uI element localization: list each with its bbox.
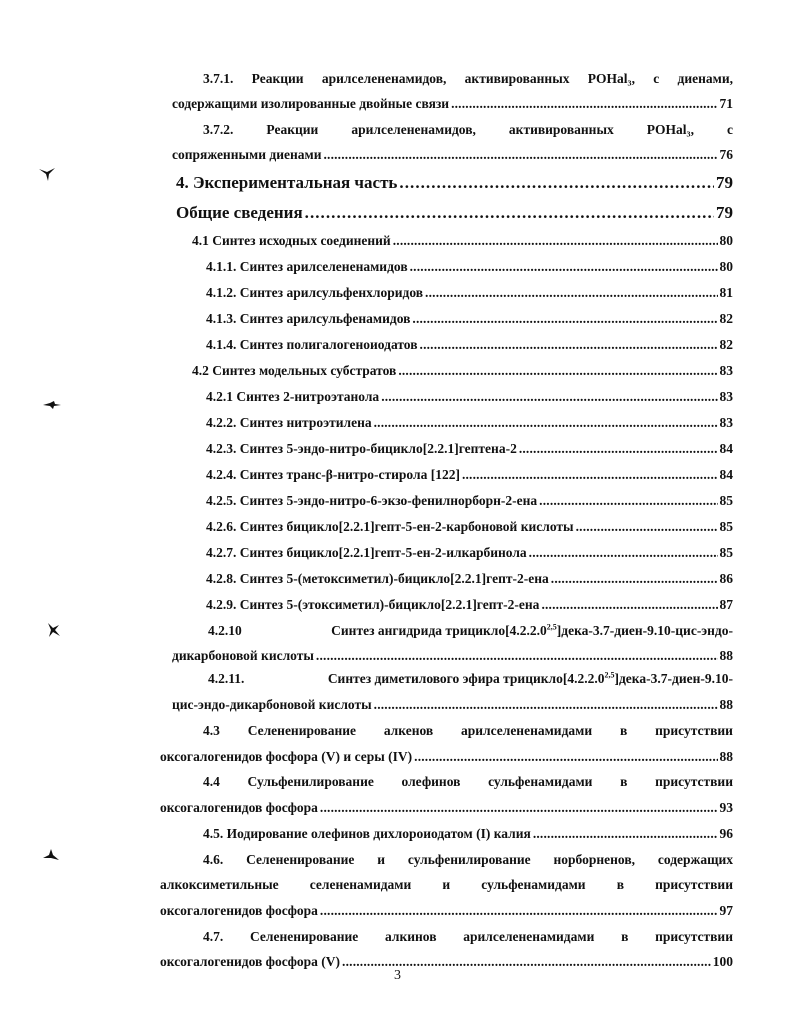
- word: присутствии: [655, 723, 733, 738]
- leader-dots: [539, 492, 717, 510]
- toc-text: 4.2.2. Синтез нитроэтилена: [206, 415, 372, 430]
- word: в: [619, 723, 628, 738]
- page-ref: 93: [719, 800, 733, 815]
- leader-dots: [398, 362, 717, 380]
- toc-chapter-4[interactable]: [176, 172, 733, 194]
- toc-text-b: ]дека-3.7-диен-9.10-цис-эндо-: [556, 623, 733, 638]
- word: Селененирование: [246, 852, 355, 867]
- word: присутствии: [655, 774, 733, 789]
- page-ref: 96: [719, 826, 733, 841]
- section-number: 4.2.10: [208, 623, 242, 638]
- word: 4.3: [203, 723, 220, 738]
- toc-text: содержащими изолированные двойные связи: [172, 96, 450, 111]
- toc-4-7-line1: [203, 928, 733, 946]
- word: арилселененамидов,: [351, 122, 476, 137]
- toc-text: 4.2.5. Синтез 5-эндо-нитро-6-экзо-фенилнорборн-2-ена: [206, 493, 538, 508]
- toc-text: 4.2.4. Синтез транс-β-нитро-стирола [122]: [206, 467, 460, 482]
- page-ref: 83: [719, 389, 733, 404]
- word: 4.6.: [203, 852, 224, 867]
- scan-mark-icon: [46, 622, 62, 638]
- word: арилселененамидами: [460, 723, 593, 738]
- toc-3-7-1-line1: [203, 70, 733, 88]
- page-ref: 79: [716, 203, 733, 222]
- toc-text: 4.1.3. Синтез арилсульфенамидов: [206, 311, 411, 326]
- page-ref: 79: [716, 173, 733, 192]
- page-ref: 84: [719, 467, 733, 482]
- toc-text: 4.2.7. Синтез бицикло[2.2.1]гепт-5-ен-2-илкарбинола: [206, 545, 527, 560]
- toc-3-7-2-line1: [203, 121, 733, 139]
- toc-4-2-5[interactable]: [206, 492, 733, 510]
- page-ref: 82: [719, 337, 733, 352]
- toc-text: 4.2.8. Синтез 5-(метоксиметил)-бицикло[2.2.1]гепт-2-ена: [206, 571, 549, 586]
- leader-dots: [320, 799, 718, 817]
- page-ref: 85: [719, 493, 733, 508]
- toc-general-info[interactable]: [176, 202, 733, 224]
- page-ref: 82: [719, 311, 733, 326]
- leader-dots: [414, 748, 717, 766]
- toc-4-4-line1: [203, 773, 733, 791]
- leader-dots: [425, 284, 717, 302]
- page-ref: 80: [719, 259, 733, 274]
- word: олефинов: [401, 774, 461, 789]
- word: Реакции: [266, 122, 319, 137]
- toc-4-1-3[interactable]: [206, 310, 733, 328]
- toc-text: 4.2.9. Синтез 5-(этоксиметил)-бицикло[2.2.1]гепт-2-ена: [206, 597, 540, 612]
- toc-text: 4.5. Иодирование олефинов дихлороиодатом (I) калия: [203, 826, 531, 841]
- leader-dots: [320, 902, 718, 920]
- leader-dots: [462, 466, 718, 484]
- toc-4-2-11-line2[interactable]: [172, 696, 733, 714]
- leader-dots: [533, 825, 718, 843]
- toc-4-6-line1: [203, 851, 733, 869]
- word: селененамидами: [309, 877, 412, 892]
- toc-4-3-line2[interactable]: [160, 748, 733, 766]
- toc-text: оксогалогенидов фосфора: [160, 800, 318, 815]
- toc-4-2-7[interactable]: [206, 544, 733, 562]
- toc-text: [331, 622, 733, 640]
- toc-4-2-4[interactable]: [206, 466, 733, 484]
- page-ref: 71: [719, 96, 733, 111]
- word: арилселененамидами: [463, 929, 595, 944]
- word: в: [620, 774, 628, 789]
- page-ref: 85: [719, 545, 733, 560]
- word: Селененирование: [247, 723, 356, 738]
- scan-mark-icon: [42, 400, 62, 410]
- toc-4-1-4[interactable]: [206, 336, 733, 354]
- scan-mark-icon: [38, 166, 56, 182]
- section-number: 4.2.11.: [208, 671, 245, 686]
- word: в: [616, 877, 624, 892]
- page-ref: 76: [719, 147, 733, 162]
- leader-dots: [323, 146, 717, 164]
- word: Сульфенилирование: [247, 774, 374, 789]
- page-ref: 84: [719, 441, 733, 456]
- toc-4-2-3[interactable]: [206, 440, 733, 458]
- page-ref: 88: [719, 648, 733, 663]
- toc-4-4-line2[interactable]: [160, 799, 733, 817]
- toc-text: 4.2 Синтез модельных субстратов: [192, 363, 397, 378]
- toc-4-1-1[interactable]: [206, 258, 733, 276]
- word: POHal₃,: [646, 122, 694, 137]
- word: алкенов: [383, 723, 434, 738]
- superscript: 2,5: [546, 622, 557, 632]
- toc-4-2[interactable]: [192, 362, 733, 380]
- toc-4-2-11-line1: [208, 670, 733, 688]
- toc-text: 4.2.6. Синтез бицикло[2.2.1]гепт-5-ен-2-карбоновой кислоты: [206, 519, 574, 534]
- toc-4-6-line3[interactable]: [160, 902, 733, 920]
- leader-dots: [529, 544, 718, 562]
- leader-dots: [410, 258, 718, 276]
- toc-4-2-2[interactable]: [206, 414, 733, 432]
- page-ref: 87: [719, 597, 733, 612]
- superscript: 2,5: [604, 670, 615, 680]
- toc-text-a: Синтез диметилового эфира трицикло[4.2.2.0: [327, 671, 605, 686]
- toc-4-2-8[interactable]: [206, 570, 733, 588]
- word: в: [621, 929, 629, 944]
- word: алкинов: [385, 929, 437, 944]
- word: активированных: [508, 122, 614, 137]
- page-ref: 83: [719, 363, 733, 378]
- word: сульфенилирование: [407, 852, 531, 867]
- page-ref: 97: [719, 903, 733, 918]
- leader-dots: [374, 696, 718, 714]
- toc-text: 4.1.1. Синтез арилселененамидов: [206, 259, 408, 274]
- toc-text: оксогалогенидов фосфора (V) и серы (IV): [160, 749, 413, 764]
- leader-dots: [412, 310, 717, 328]
- toc-4-1[interactable]: [192, 232, 733, 250]
- leader-dots: [420, 336, 718, 354]
- toc-text: 3.7.1. Реакции арилселененамидов, активированных POHal₃, с диенами,: [203, 71, 733, 86]
- word: сульфенамидами: [481, 877, 586, 892]
- word: присутствии: [655, 929, 733, 944]
- page-ref: 81: [719, 285, 733, 300]
- page-number: 3: [394, 968, 401, 983]
- toc-text: оксогалогенидов фосфора: [160, 903, 318, 918]
- toc-text: сопряженными диенами: [172, 147, 322, 162]
- toc-text: [328, 670, 733, 688]
- toc-4-1-2[interactable]: [206, 284, 733, 302]
- word: присутствии: [655, 877, 733, 892]
- page-ref: 100: [712, 954, 733, 969]
- leader-dots: [393, 232, 718, 250]
- leader-dots: [374, 414, 718, 432]
- toc-text: 4.2.1 Синтез 2-нитроэтанола: [206, 389, 380, 404]
- leader-dots: [451, 95, 717, 113]
- word: с: [726, 122, 733, 137]
- word: содержащих: [657, 852, 733, 867]
- page-ref: 88: [719, 697, 733, 712]
- word: и: [442, 877, 451, 892]
- page-ref: 83: [719, 415, 733, 430]
- toc-4-2-10-line1: [208, 622, 733, 640]
- leader-dots: [399, 172, 714, 194]
- toc-text: 4.2.3. Синтез 5-эндо-нитро-бицикло[2.2.1]гептена-2: [206, 441, 517, 456]
- leader-dots: [576, 518, 718, 536]
- scan-mark-icon: [42, 848, 60, 862]
- leader-dots: [519, 440, 718, 458]
- toc-4-5[interactable]: [203, 825, 733, 843]
- toc-3-7-1-line2[interactable]: [172, 95, 733, 113]
- toc-text: 4.1.4. Синтез полигалогеноиодатов: [206, 337, 418, 352]
- leader-dots: [541, 596, 717, 614]
- page-ref: 88: [719, 749, 733, 764]
- toc-text: дикарбоновой кислоты: [172, 648, 314, 663]
- toc-text: оксогалогенидов фосфора (V): [160, 954, 341, 969]
- toc-4-2-1[interactable]: [206, 388, 733, 406]
- word: алкоксиметильные: [160, 877, 279, 892]
- toc-text-b: ]дека-3.7-диен-9.10-: [614, 671, 733, 686]
- toc-3-7-2-line2[interactable]: [172, 146, 733, 164]
- toc-text: 4.1.2. Синтез арилсульфенхлоридов: [206, 285, 424, 300]
- word: Селененирование: [249, 929, 359, 944]
- word: 4.4: [203, 774, 220, 789]
- word: норборненов,: [553, 852, 635, 867]
- toc-4-2-10-line2[interactable]: [172, 647, 733, 665]
- page-ref: 80: [719, 233, 733, 248]
- word: и: [377, 852, 386, 867]
- leader-dots: [316, 647, 718, 665]
- page-ref: 85: [719, 519, 733, 534]
- toc-text-a: Синтез ангидрида трицикло[4.2.2.0: [331, 623, 547, 638]
- toc-4-6-line2: [160, 876, 733, 894]
- toc-text: цис-эндо-дикарбоновой кислоты: [172, 697, 372, 712]
- leader-dots: [305, 202, 714, 224]
- word: сульфенамидами: [488, 774, 593, 789]
- leader-dots: [551, 570, 718, 588]
- word: 3.7.2.: [203, 122, 234, 137]
- toc-text: Общие сведения: [176, 203, 303, 222]
- leader-dots: [381, 388, 717, 406]
- toc-text: 4.1 Синтез исходных соединений: [192, 233, 391, 248]
- toc-text: 4. Экспериментальная часть: [176, 173, 398, 192]
- toc-4-2-6[interactable]: [206, 518, 733, 536]
- toc-4-3-line1: [203, 722, 733, 740]
- word: 4.7.: [203, 929, 224, 944]
- page-ref: 86: [719, 571, 733, 586]
- toc-4-2-9[interactable]: [206, 596, 733, 614]
